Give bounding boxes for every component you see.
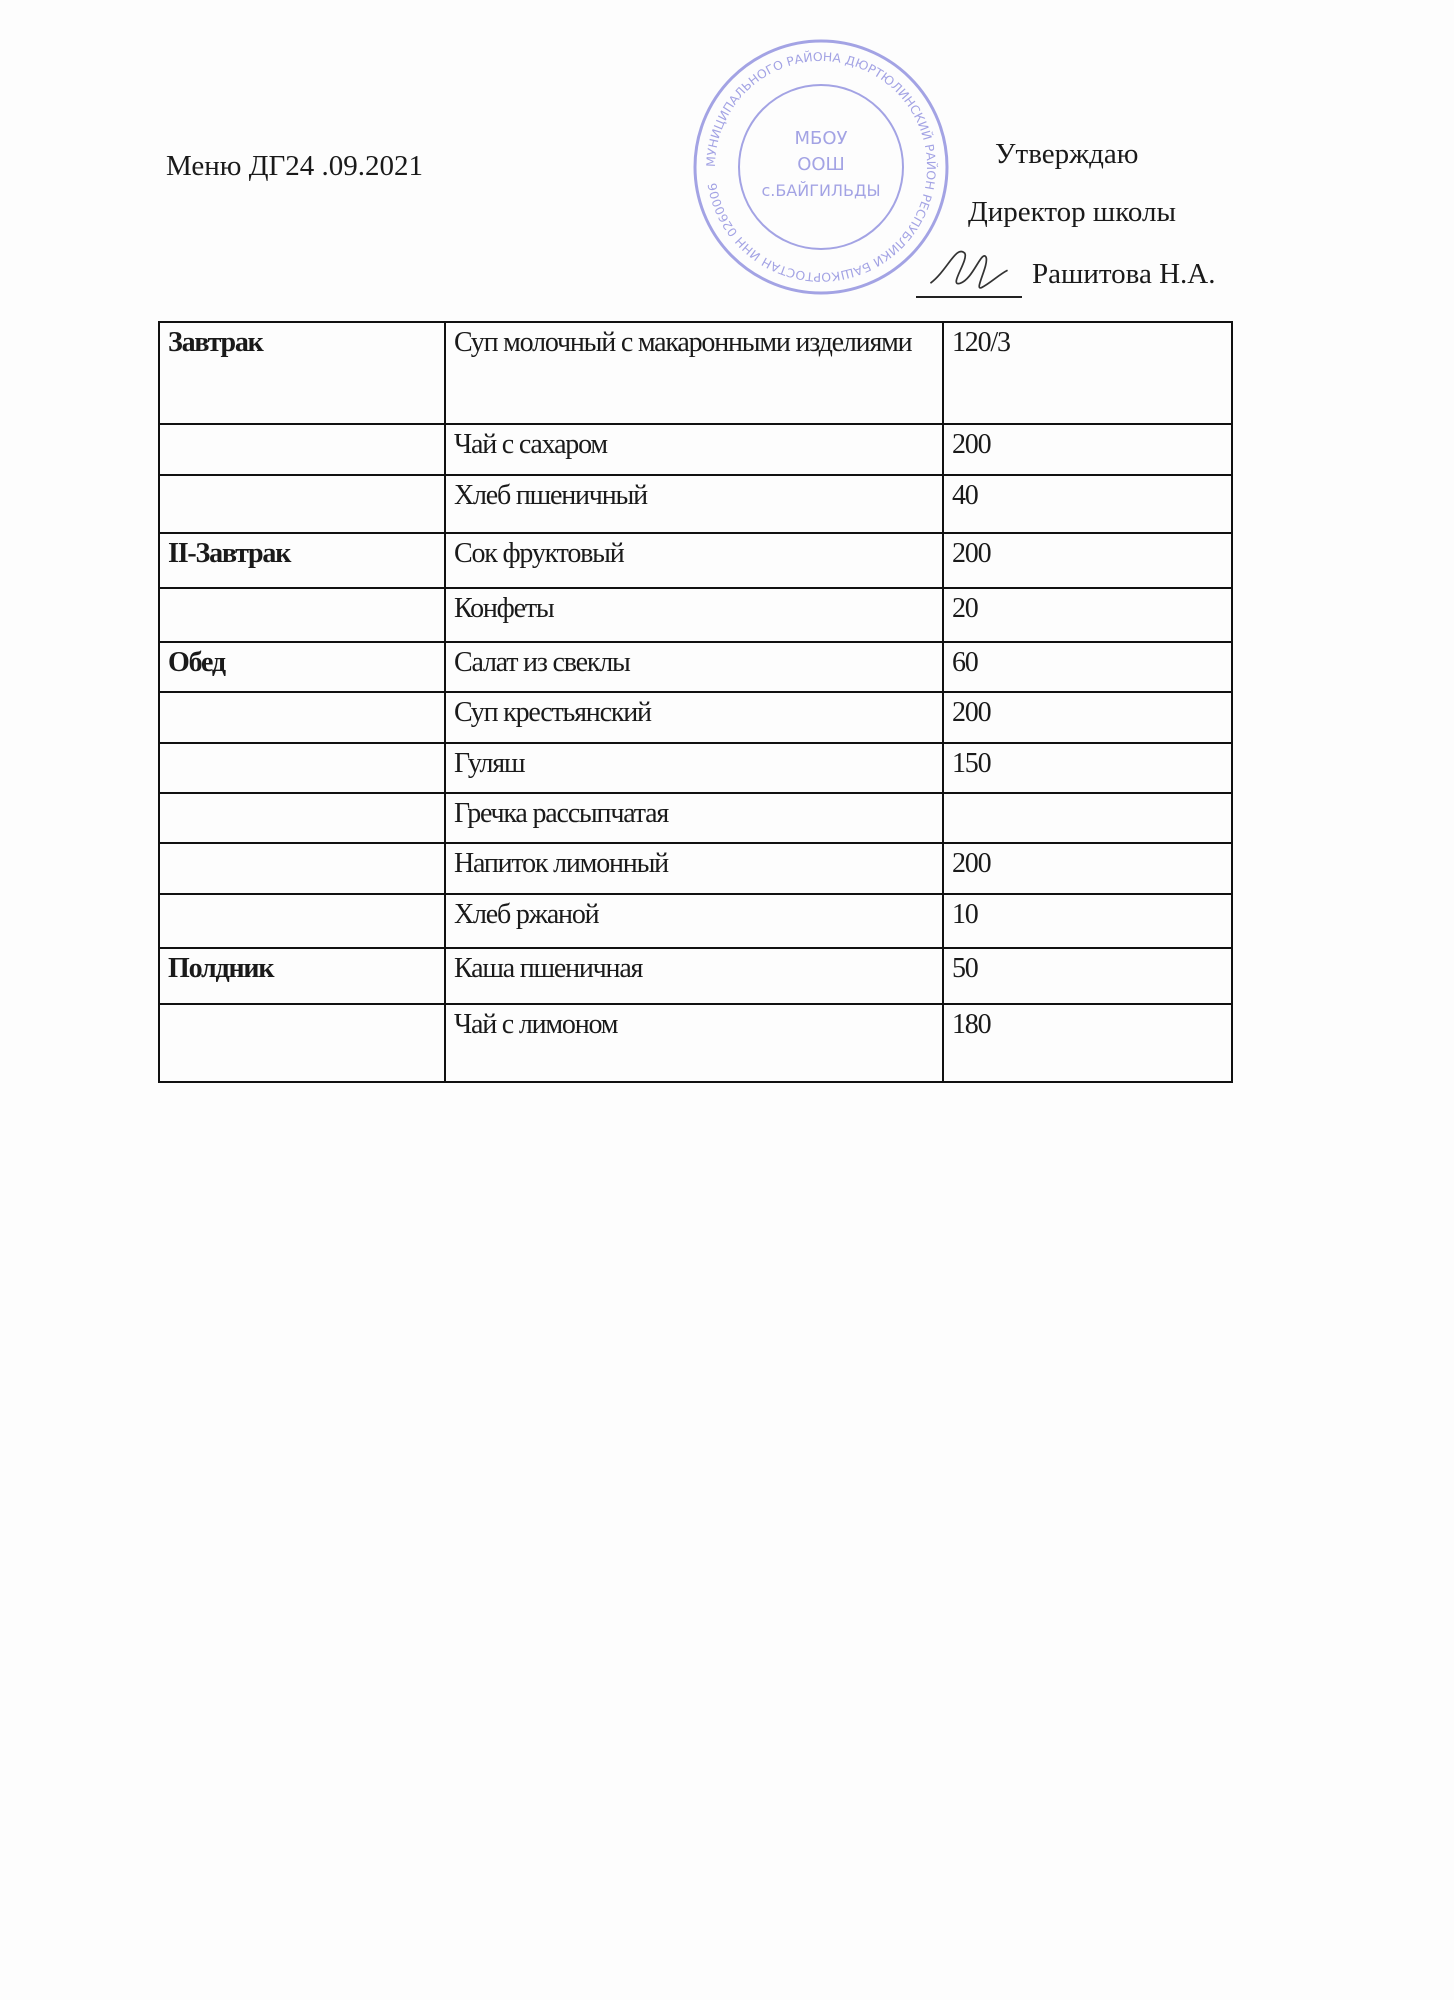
- dish-cell: Чай с сахаром: [445, 424, 943, 475]
- meal-cell: [159, 424, 445, 475]
- dish-cell: Суп молочный с макаронными изделиями: [445, 322, 943, 424]
- dish-cell: Конфеты: [445, 588, 943, 642]
- menu-row: [159, 843, 1232, 894]
- meal-cell: Обед: [159, 642, 445, 692]
- amount-cell: 200: [943, 843, 1232, 894]
- menu-row: [159, 475, 1232, 533]
- signature: [916, 236, 1022, 296]
- meal-cell: [159, 743, 445, 793]
- stamp-line: МБОУ: [794, 128, 848, 149]
- amount-cell: 50: [943, 948, 1232, 1004]
- meal-cell: [159, 843, 445, 894]
- dish-cell: Сок фруктовый: [445, 533, 943, 588]
- amount-cell: 20: [943, 588, 1232, 642]
- meal-cell: II-Завтрак: [159, 533, 445, 588]
- meal-cell: [159, 692, 445, 743]
- amount-cell: 150: [943, 743, 1232, 793]
- meal-cell: Завтрак: [159, 322, 445, 424]
- menu-row: [159, 1004, 1232, 1082]
- amount-cell: [943, 793, 1232, 843]
- menu-row: [159, 322, 1232, 424]
- stamp-ring-text: МУНИЦИПАЛЬНОГО РАЙОНА ДЮРТЮЛИНСКИЙ РАЙОН РЕСПУБЛИКИ БАШКОРТОСТАН ИНН 0260006: [703, 49, 939, 285]
- amount-cell: 180: [943, 1004, 1232, 1082]
- stamp-line: ООШ: [797, 154, 845, 175]
- dish-cell: Салат из свеклы: [445, 642, 943, 692]
- menu-row: [159, 642, 1232, 692]
- meal-cell: Полдник: [159, 948, 445, 1004]
- amount-cell: 200: [943, 692, 1232, 743]
- approve-label: Утверждаю: [995, 138, 1139, 170]
- dish-cell: Гуляш: [445, 743, 943, 793]
- dish-cell: Напиток лимонный: [445, 843, 943, 894]
- stamp-line: с.БАЙГИЛЬДЫ: [761, 181, 881, 200]
- dish-cell: Каша пшеничная: [445, 948, 943, 1004]
- director-name: Рашитова Н.А.: [1032, 258, 1216, 290]
- dish-cell: Гречка рассыпчатая: [445, 793, 943, 843]
- menu-row: [159, 692, 1232, 743]
- dish-cell: Хлеб пшеничный: [445, 475, 943, 533]
- meal-cell: [159, 1004, 445, 1082]
- amount-cell: 200: [943, 533, 1232, 588]
- menu-row: [159, 948, 1232, 1004]
- menu-table: [158, 321, 1233, 1083]
- amount-cell: 40: [943, 475, 1232, 533]
- menu-row: [159, 424, 1232, 475]
- menu-row: [159, 894, 1232, 948]
- dish-cell: Суп крестьянский: [445, 692, 943, 743]
- meal-cell: [159, 588, 445, 642]
- signature-line: [916, 296, 1022, 298]
- menu-row: [159, 743, 1232, 793]
- dish-cell: Чай с лимоном: [445, 1004, 943, 1082]
- meal-cell: [159, 793, 445, 843]
- amount-cell: 120/3: [943, 322, 1232, 424]
- director-position: Директор школы: [968, 196, 1176, 228]
- menu-row: [159, 588, 1232, 642]
- amount-cell: 60: [943, 642, 1232, 692]
- school-stamp: [690, 36, 952, 298]
- dish-cell: Хлеб ржаной: [445, 894, 943, 948]
- amount-cell: 200: [943, 424, 1232, 475]
- menu-title: Меню ДГ24 .09.2021: [166, 150, 424, 182]
- menu-row: [159, 533, 1232, 588]
- meal-cell: [159, 894, 445, 948]
- amount-cell: 10: [943, 894, 1232, 948]
- meal-cell: [159, 475, 445, 533]
- menu-row: [159, 793, 1232, 843]
